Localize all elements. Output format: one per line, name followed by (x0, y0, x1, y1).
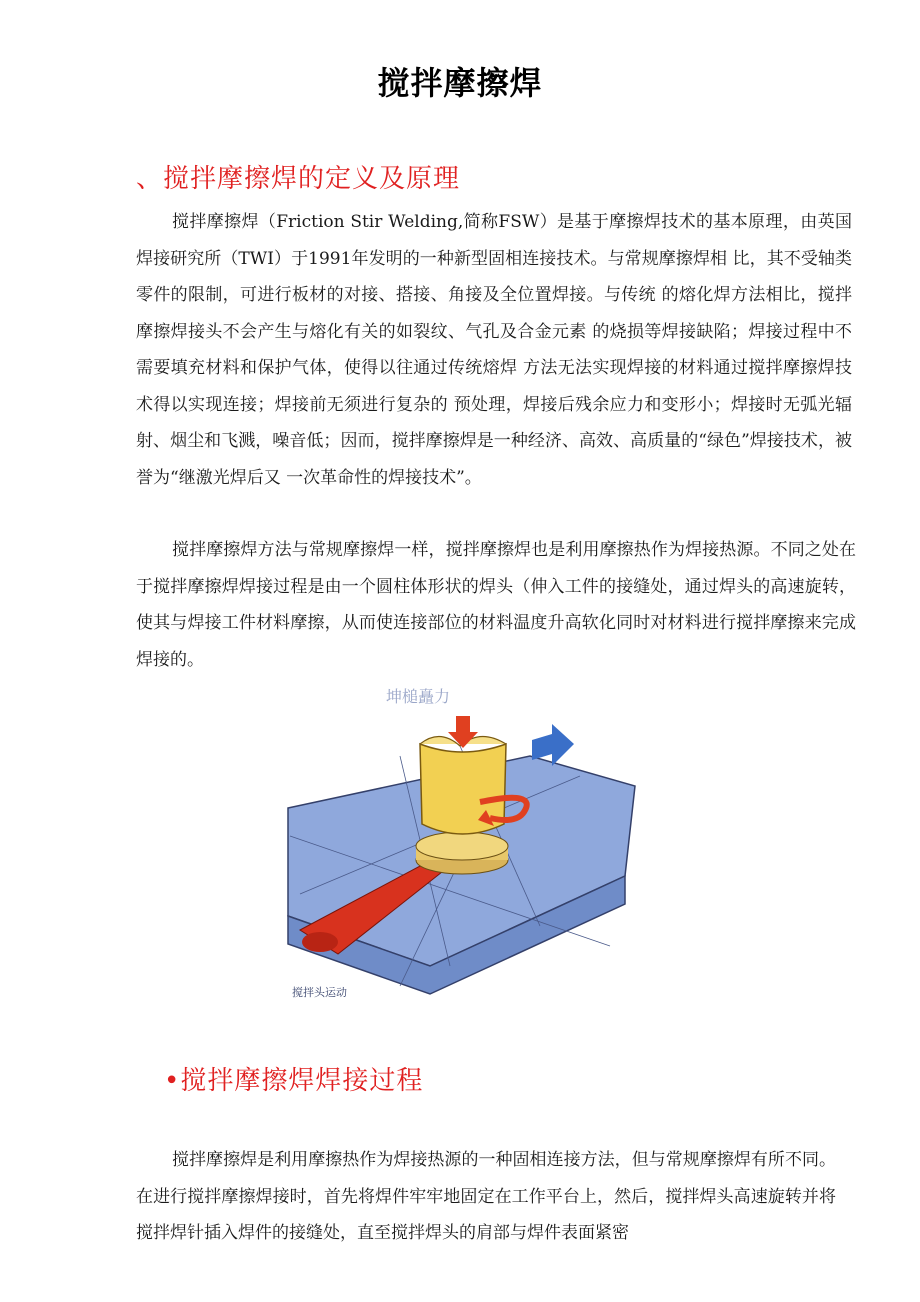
tool-shoulder-top (416, 832, 508, 860)
paragraph-definition: 搅拌摩擦焊（Friction Stir Welding,简称FSW）是基于摩擦焊技术的基本原理，由英国焊接研究所（TWI）于1991年发明的一种新型固相连接技术。与常规摩擦焊相 比，其不受轴类零件的限制，可进行板材的对接、搭接、角接及全位置焊接。与传统 的熔化焊方法相比，搅拌摩擦焊接头不会产生与熔化有关的如裂纹、气孔及合金元素 的烧损等焊接缺陷；焊接过程中不需要填充材料和保护气体，使得以往通过传统熔焊 方法无法实现焊接的材料通过搅拌摩擦焊技术得以实现连接；焊接前无须进行复杂的 预处理，焊接后残余应力和变形小；焊接时无弧光辐射、烟尘和飞溅，噪音低；因而，搅拌摩擦焊是一种经济、高效、高质量的“绿色”焊接技术，被誉为“继激光焊后又 一次革命性的焊接技术”。 (136, 212, 852, 488)
section-heading-process: •搅拌摩擦焊焊接过程 (164, 1066, 424, 1096)
document-title: 搅拌摩擦焊 (377, 64, 543, 102)
label-seam: 焊缝 (580, 731, 607, 746)
fsw-diagram-figure (280, 716, 640, 998)
paragraph-process: 搅拌摩擦焊是利用摩擦热作为焊接热源的一种固相连接方法，但与常规摩擦焊有所不同。在进行搅拌摩擦焊接时，首先将焊件牢牢地固定在工作平台上，然后，搅拌焊头高速旋转并将搅拌焊针插入焊件的接缝处，直至搅拌焊头的肩部与焊件表面紧密 (136, 1150, 836, 1243)
fsw-diagram (280, 716, 640, 998)
label-bottom: 搅拌头运动 (292, 986, 347, 998)
weld-start-cap (302, 932, 338, 952)
paragraph-principle: 搅拌摩擦焊方法与常规摩擦焊一样，搅拌摩擦焊也是利用摩擦热作为焊接热源。不同之处在于搅拌摩擦焊焊接过程是由一个圆柱体形状的焊头（伸入工件的接缝处，通过焊头的高速旋转，使其与焊接工件材料摩擦，从而使连接部位的材料温度升高软化同时对材料进行搅拌摩擦来完成焊接的。 (136, 540, 856, 670)
section-heading-definition: 、搅拌摩擦焊的定义及原理 (136, 164, 461, 194)
figure-caption: 坤槌矗力 (386, 687, 451, 706)
